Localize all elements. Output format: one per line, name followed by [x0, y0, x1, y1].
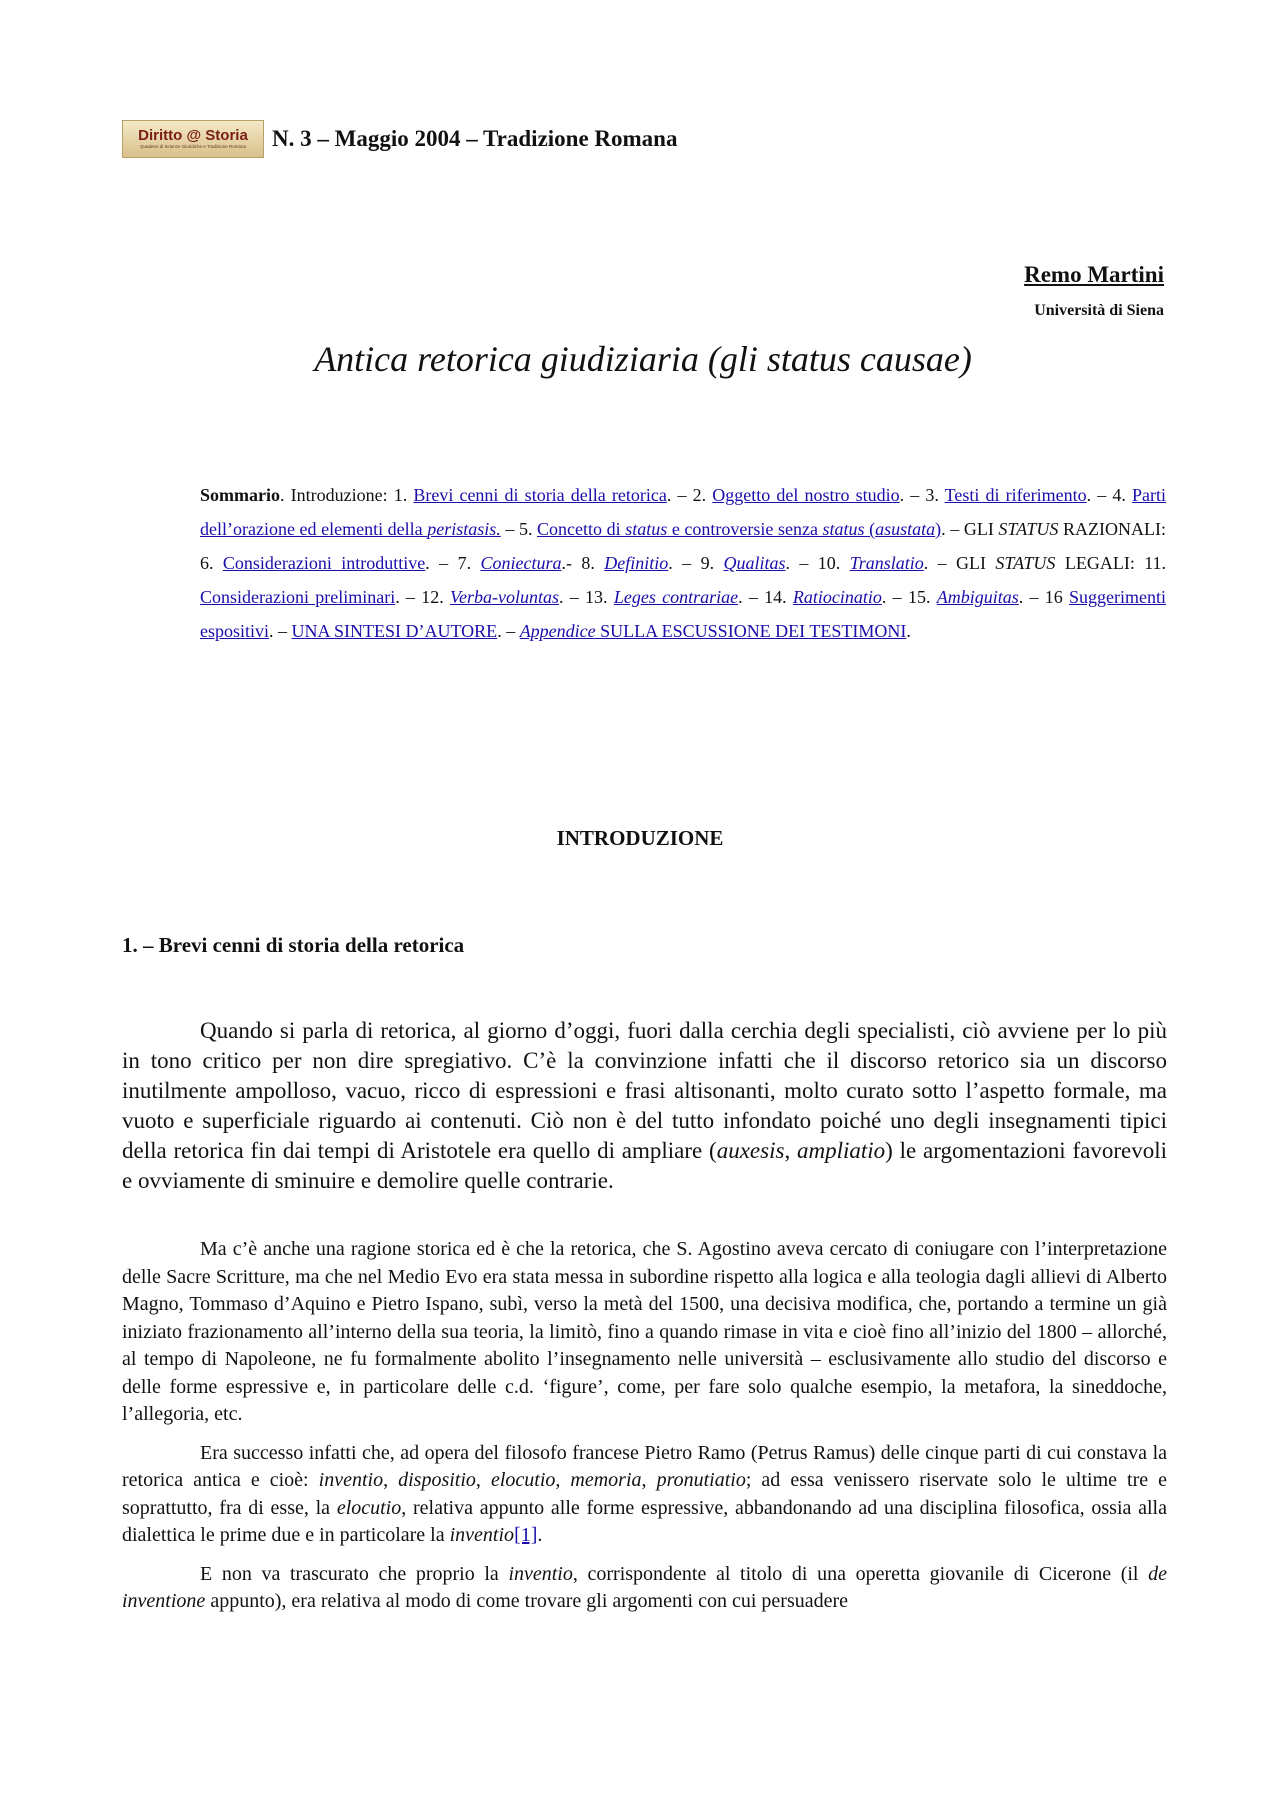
toc-link-2[interactable]: Oggetto del nostro studio: [712, 485, 900, 505]
paragraph-text: , relativa appunto alle forme espressive, abbandonando ad una disciplina filosofica, ossia alla dialettica le prime due e in particolare la: [122, 1496, 1167, 1546]
paragraph-italic: pronutiatio: [656, 1469, 746, 1491]
summary-text: . – 10.: [785, 553, 850, 573]
toc-link-appendice[interactable]: [520, 621, 907, 641]
subsection-heading: 1. – Brevi cenni di storia della retorica: [122, 933, 465, 957]
paragraph-text: Quando si parla di retorica, al giorno d’oggi, fuori dalla cerchia degli specialisti, ciò avviene per lo più in tono critico per non dire spregiativo. C’è la convinzione infatti che il discorso retorico sia un discorso inutilmente ampolloso, vacuo, ricco di espressioni e frasi altisonanti, molto curato sotto l’aspetto formale, ma vuoto e superficiale riguardo ai contenuti. Ciò non è del tutto infondato poiché uno degli insegnamenti tipici della retorica fin dai tempi di Aristotele era quello di ampliare (: [122, 1018, 1167, 1163]
summary-text: LEGALI: 11.: [1055, 553, 1167, 573]
summary-text: . – 13.: [559, 587, 614, 607]
paragraph-text: ,: [784, 1138, 797, 1163]
summary-text: .- 8.: [561, 553, 605, 573]
summary-text: . – GLI: [923, 553, 996, 573]
toc-link-6[interactable]: Considerazioni introduttive: [222, 553, 426, 573]
summary-italic: STATUS: [998, 519, 1059, 539]
toc-link-appendice-italic: Appendice: [519, 621, 596, 641]
body-paragraph-4: [122, 1561, 1167, 1616]
summary-text: . – GLI: [941, 519, 999, 539]
paragraph-italic: ampliatio: [797, 1138, 886, 1163]
toc-link-5-italic: status: [822, 519, 865, 539]
summary-text: . – 12.: [395, 587, 451, 607]
paragraph-text: ,: [475, 1469, 491, 1491]
paragraph-text: ,: [383, 1469, 399, 1491]
summary-text: . –: [269, 621, 292, 641]
summary-text: – 5.: [500, 519, 538, 539]
summary-text: . – 3.: [899, 485, 945, 505]
toc-link-5-italic: status: [625, 519, 668, 539]
journal-logo: [122, 120, 264, 158]
summary-text: RAZIONALI: 6.: [200, 519, 1167, 573]
toc-link-1[interactable]: Brevi cenni di storia della retorica: [413, 485, 667, 505]
toc-link-3[interactable]: Testi di riferimento: [944, 485, 1087, 505]
toc-link-5-text: ): [935, 519, 942, 539]
summary-text: . –: [497, 621, 520, 641]
issue-line: N. 3 – Maggio 2004 – Tradizione Romana: [272, 126, 678, 151]
summary-text: . – 4.: [1086, 485, 1132, 505]
author-name: Remo Martini: [1024, 262, 1164, 287]
paragraph-italic: elocutio: [336, 1496, 402, 1519]
summary-text: . Introduzione: 1.: [280, 485, 414, 505]
summary-text: . – 14.: [738, 587, 793, 607]
paragraph-italic: memoria: [570, 1469, 642, 1491]
toc-link-4-italic: peristasis.: [427, 519, 501, 539]
paragraph-text: appunto), era relativa al modo di come trovare gli argomenti con cui persuadere: [205, 1590, 849, 1612]
paragraph-italic: dispositio: [398, 1469, 476, 1491]
summary-italic: STATUS: [995, 553, 1056, 573]
toc-link-appendice-text: SULLA ESCUSSIONE DEI TESTIMONI: [595, 621, 907, 641]
summary-text: . – 15.: [881, 587, 937, 607]
toc-link-5-text: (: [864, 519, 876, 539]
paragraph-text: , corrispondente al titolo di una operetta giovanile di Cicerone (il: [572, 1562, 1149, 1585]
toc-link-13[interactable]: [614, 587, 738, 607]
toc-link-5-text: e controversie senza: [667, 519, 823, 539]
toc-link-12[interactable]: [450, 587, 559, 607]
paragraph-italic: inventio: [449, 1524, 515, 1546]
paragraph-italic: inventio: [508, 1562, 573, 1585]
summary-text: . – 9.: [668, 553, 724, 573]
author-block: [1024, 262, 1164, 320]
toc-link-15[interactable]: [937, 587, 1019, 607]
toc-link-9[interactable]: [723, 553, 785, 573]
paragraph-text: ,: [555, 1469, 571, 1491]
toc-link-10[interactable]: [850, 553, 924, 573]
toc-link-16[interactable]: Suggerimenti espositivi: [200, 587, 1167, 641]
toc-link-7-italic: Coniectura: [480, 553, 562, 573]
toc-link-14-italic: Ratiocinatio: [792, 587, 882, 607]
toc-link-11[interactable]: Considerazioni preliminari: [200, 587, 396, 607]
body-paragraph-3: [122, 1440, 1167, 1550]
toc-link-7[interactable]: [480, 553, 561, 573]
logo-wordmark: Diritto @ Storia: [138, 127, 248, 144]
toc-link-4-text: Parti dell’orazione ed elementi della: [200, 485, 1166, 539]
paragraph-italic: auxesis: [716, 1138, 785, 1163]
toc-link-12-italic: Verba-voluntas: [450, 587, 560, 607]
paragraph-text: Era successo infatti che, ad opera del filosofo francese Pietro Ramo (Petrus Ramus) delle cinque parti di cui constava la retorica antica e cioè:: [122, 1441, 1167, 1491]
toc-link-15-italic: Ambiguitas: [936, 587, 1019, 607]
summary-text: .: [906, 621, 911, 641]
toc-link-5[interactable]: [537, 519, 941, 539]
section-heading: INTRODUZIONE: [556, 826, 724, 850]
paragraph-italic: inventio: [318, 1469, 384, 1491]
toc-link-5-text: Concetto di: [537, 519, 626, 539]
body-paragraph-1: [122, 1016, 1167, 1196]
toc-link-10-italic: Translatio: [849, 553, 924, 573]
toc-link-5-italic: asustata: [875, 519, 936, 539]
paragraph-text: .: [537, 1524, 543, 1546]
summary-text: . – 16: [1018, 587, 1070, 607]
summary: [200, 478, 1166, 648]
toc-link-8-italic: Definitio: [604, 553, 669, 573]
paragraph-italic: elocutio: [490, 1469, 556, 1491]
toc-link-9-italic: Qualitas: [723, 553, 786, 573]
paragraph-text: ) le argomentazioni favorevoli e ovviamente di sminuire e demolire quelle contrarie.: [122, 1138, 1168, 1193]
article-title: Antica retorica giudiziaria (gli status causae): [314, 339, 972, 379]
body-paragraph-2: Ma c’è anche una ragione storica ed è che la retorica, che S. Agostino aveva cercato di coniugare con l’interpretazione delle Sacre Scritture, ma che nel Medio Evo era stata messa in subordine rispetto alla logica e alla teologia dagli allievi di Alberto Magno, Tommaso d’Aquino e Pietro Ispano, subì, verso la metà del 1500, una decisiva modifica, che, portando a termine un già iniziato frazionamento all’interno della sua teoria, la limitò, fino a quando rimase in vita e cioè fino all’inizio del 1800 – allorché, al tempo di Napoleone, ne fu formalmente abolito l’insegnamento nelle università – esclusivamente allo studio del discorso e delle forme espressive e, in particolare delle c.d. ‘figure’, come, per fare solo qualche esempio, la metafora, la sineddoche, l’allegoria, etc.: [122, 1238, 1167, 1425]
toc-link-13-italic: Leges contrariae: [613, 587, 739, 607]
footnote-link-1[interactable]: [1]: [514, 1524, 538, 1546]
author-affiliation: Università di Siena: [1034, 302, 1164, 319]
toc-link-sintesi[interactable]: UNA SINTESI D’AUTORE: [291, 621, 498, 641]
paragraph-text: ; ad essa venissero riservate solo le ultime tre e soprattutto, fra di esse, la: [122, 1469, 1168, 1519]
summary-text: . – 7.: [425, 553, 481, 573]
journal-header: [122, 120, 677, 158]
summary-text: . – 2.: [666, 485, 713, 505]
paragraph-italic: de inventione: [122, 1562, 1167, 1612]
toc-link-14[interactable]: [793, 587, 882, 607]
paragraph-text: E non va trascurato che proprio la: [200, 1562, 509, 1585]
summary-label: Sommario: [200, 485, 280, 505]
paragraph-text: ,: [641, 1469, 657, 1491]
logo-tagline: Quaderni di Scienze Giuridiche e Tradizione Romana: [139, 144, 247, 149]
toc-link-8[interactable]: [604, 553, 668, 573]
body-text: [122, 1236, 1167, 1627]
